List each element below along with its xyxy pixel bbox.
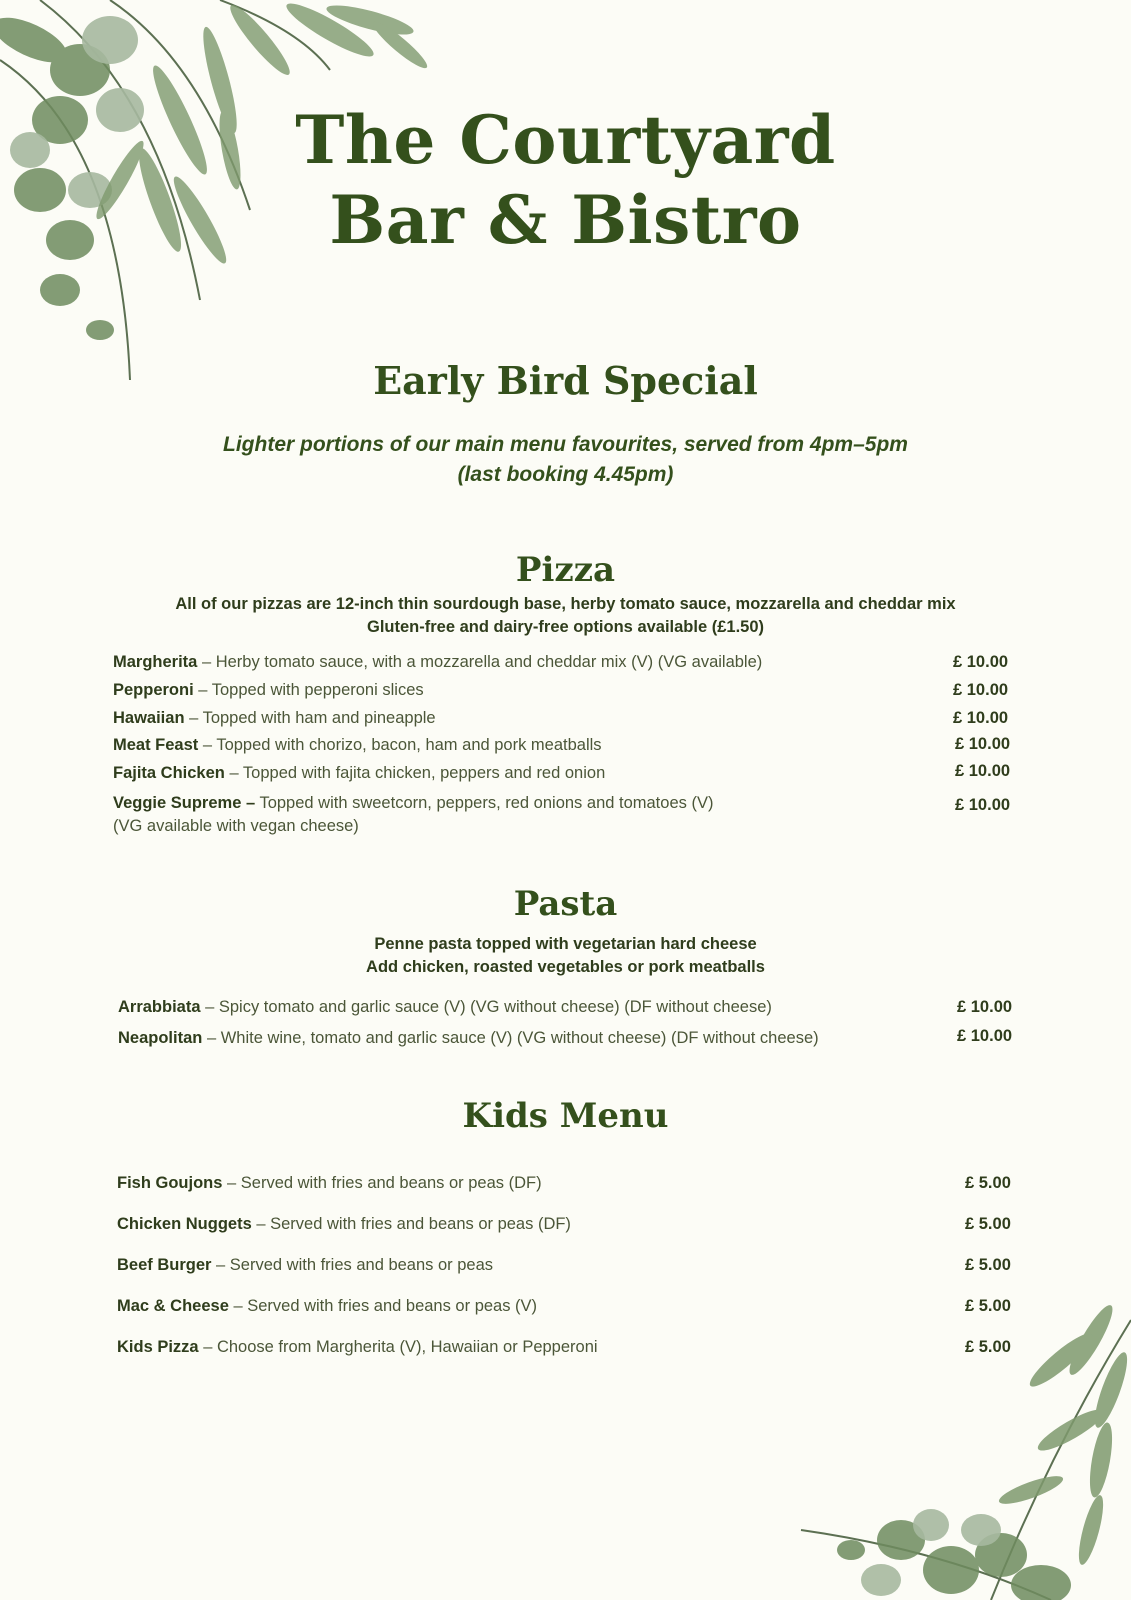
item-name: Hawaiian	[113, 709, 185, 727]
pasta-item	[118, 996, 772, 1018]
pizza-section-title: Pizza	[515, 550, 616, 590]
item-name: Chicken Nuggets	[117, 1215, 252, 1233]
item-price: £ 10.00	[955, 796, 1011, 814]
pizza-item	[113, 762, 605, 784]
early-bird-subtitle-line1: Lighter portions of our main menu favourites, served from 4pm–5pm	[223, 433, 908, 456]
kids-item	[117, 1295, 537, 1317]
item-price: £ 5.00	[965, 1215, 1011, 1233]
item-description: – Served with fries and beans or peas (V)	[228, 1297, 538, 1315]
item-name: Margherita	[113, 653, 198, 671]
item-price: £ 10.00	[957, 1027, 1013, 1045]
pasta-item	[118, 1027, 819, 1049]
item-name: Pepperoni	[113, 681, 194, 699]
pizza-item	[113, 651, 762, 673]
item-description: – White wine, tomato and garlic sauce (V) (VG without cheese) (DF without cheese)	[202, 1029, 819, 1047]
pizza-note-line2: Gluten-free and dairy-free options available (£1.50)	[366, 618, 765, 636]
item-description: – Topped with pepperoni slices	[193, 681, 424, 699]
kids-item	[117, 1336, 598, 1358]
item-name: Arrabbiata	[118, 998, 201, 1016]
item-description: Topped with sweetcorn, peppers, red onions and tomatoes (V)	[255, 794, 714, 812]
item-description: – Topped with chorizo, bacon, ham and pork meatballs	[198, 736, 602, 754]
kids-item	[117, 1254, 493, 1276]
pasta-section-title: Pasta	[513, 884, 618, 924]
item-name: Beef Burger	[117, 1256, 212, 1274]
pizza-item	[113, 734, 602, 756]
item-price: £ 5.00	[965, 1256, 1011, 1274]
item-description: – Choose from Margherita (V), Hawaiian or Pepperoni	[198, 1338, 598, 1356]
item-description: – Served with fries and beans or peas (DF)	[222, 1174, 542, 1192]
item-description: – Served with fries and beans or peas (DF)	[251, 1215, 571, 1233]
item-price: £ 10.00	[953, 653, 1009, 671]
early-bird-title: Early Bird Special	[373, 358, 758, 403]
item-name: Kids Pizza	[117, 1338, 199, 1356]
item-name: Fish Goujons	[117, 1174, 223, 1192]
item-description: – Served with fries and beans or peas	[211, 1256, 494, 1274]
item-price: £ 10.00	[957, 998, 1013, 1016]
item-name: Fajita Chicken	[113, 764, 225, 782]
item-price: £ 10.00	[953, 681, 1009, 699]
pasta-note-line2: Add chicken, roasted vegetables or pork meatballs	[366, 958, 765, 976]
item-name: Veggie Supreme –	[113, 794, 256, 812]
pasta-note-line1: Penne pasta topped with vegetarian hard cheese	[374, 935, 757, 953]
pizza-item	[113, 679, 424, 701]
kids-menu-title: Kids Menu	[462, 1096, 669, 1136]
item-name: Meat Feast	[113, 736, 199, 754]
pizza-item	[113, 792, 713, 814]
item-description: – Spicy tomato and garlic sauce (V) (VG without cheese) (DF without cheese)	[200, 998, 772, 1016]
pizza-note-line1: All of our pizzas are 12-inch thin sourdough base, herby tomato sauce, mozzarella and cheddar mix	[175, 595, 956, 613]
item-price: £ 5.00	[965, 1338, 1011, 1356]
item-description: – Herby tomato sauce, with a mozzarella and cheddar mix (V) (VG available)	[197, 653, 763, 671]
item-price: £ 10.00	[955, 762, 1011, 780]
kids-item	[117, 1213, 571, 1235]
restaurant-name-line1: The Courtyard	[295, 101, 836, 179]
early-bird-subtitle-line2: (last booking 4.45pm)	[457, 463, 674, 486]
item-price: £ 10.00	[953, 709, 1009, 727]
item-description: – Topped with ham and pineapple	[184, 709, 436, 727]
pizza-item-note	[113, 815, 359, 837]
kids-item	[117, 1172, 542, 1194]
item-description: – Topped with fajita chicken, peppers and red onion	[224, 764, 606, 782]
item-price: £ 5.00	[965, 1174, 1011, 1192]
item-price: £ 10.00	[955, 735, 1011, 753]
item-description-continued: (VG available with vegan cheese)	[113, 817, 359, 835]
pizza-item	[113, 707, 436, 729]
item-name: Mac & Cheese	[117, 1297, 229, 1315]
foliage-bottom-right-illustration	[791, 1300, 1131, 1600]
item-name: Neapolitan	[118, 1029, 203, 1047]
restaurant-name-line2: Bar & Bistro	[329, 181, 802, 259]
item-price: £ 5.00	[965, 1297, 1011, 1315]
